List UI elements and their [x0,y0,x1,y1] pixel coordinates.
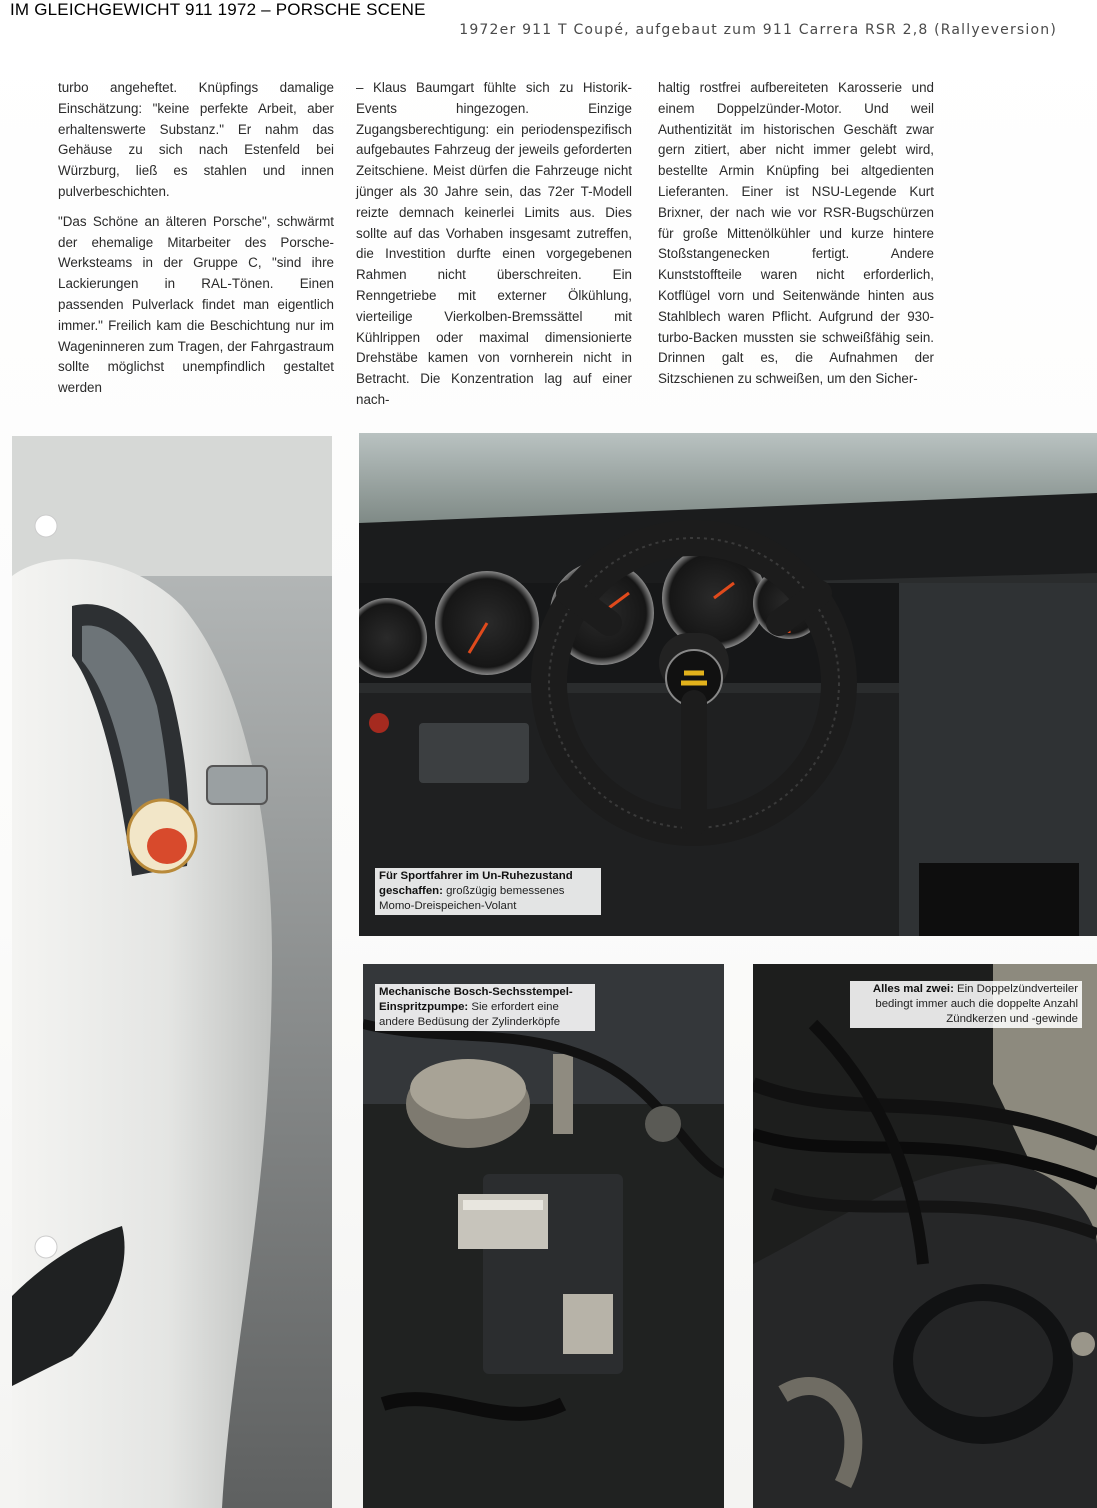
photo-porsche-side [12,436,332,1508]
article-column-2 [356,78,632,420]
photo-ignition-distributor [753,964,1097,1508]
caption-pump-text: Sie erfordert eine andere Bedüsung der Zylinderköpfe [379,1001,561,1028]
caption-injection-pump [375,984,595,1031]
article-column-1 [58,78,334,408]
caption-cockpit-bold: Für Sportfahrer im Un-Ruhezustand geschaffen: [379,870,573,897]
page-header-title: IM GLEICHGEWICHT 911 1972 – PORSCHE SCENE [10,0,426,19]
photo-injection-pump [363,964,724,1508]
photo-cockpit-steering-wheel [359,433,1097,936]
article-paragraph: "Das Schöne an älteren Porsche", schwärmt der ehemalige Mitarbeiter des Porsche-Werksteams in der Gruppe C, "sind ihre Lackierungen in RAL-Tönen. Einen passenden Pulverlack findet man eigentlich immer." Freilich kam die Beschichtung nur im Wageninneren zum Tragen, der Fahrgastraum sollte möglichst unempfindlich gestaltet werden [58,213,334,396]
article-paragraph: – Klaus Baumgart fühlte sich zu Historik-Events hingezogen. Einzige Zugangsberechtigung: ein periodenspezifisch aufgebautes Fahrzeug der jeweils geforderten Zeitschiene. Meist dürfen die Fahrzeuge nicht jünger als 30 Jahre sein, das 72er T-Modell reizte demnach keinerlei Limits aus. Dies sollte auf das Vorhaben insgesamt zutreffen, die Investition durfte einen vorgegebenen Rahmen nicht überschreiten. Ein Renngetriebe mit externer Ölkühlung, vierteilige Vierkolben-Bremssättel mit Kühlrippen oder maximal dimensionierte Drehstäbe kamen von vornherein nicht in Betracht. Die Konzentration lag auf einer nach- [356,80,632,407]
article-column-3 [658,78,934,399]
caption-cockpit [375,868,601,915]
caption-ignition [850,981,1082,1028]
article-paragraph: turbo angeheftet. Knüpfings damalige Einschätzung: "keine perfekte Arbeit, aber erhaltenswerte Substanz." Er nahm das Gehäuse zu sich nach Estenfeld bei Würzburg, ließ es stahlen und innen pulverbeschichten. [58,80,334,199]
caption-ignition-text: Ein Doppelzündverteiler bedingt immer auch die doppelte Anzahl Zündkerzen und -gewinde [875,983,1078,1025]
caption-ignition-bold: Alles mal zwei: [872,983,954,995]
page-header-subtitle: 1972er 911 T Coupé, aufgebaut zum 911 Carrera RSR 2,8 (Rallyeversion) [459,22,1057,38]
article-paragraph: haltig rostfrei aufbereiteten Karosserie und einem Doppelzünder-Motor. Und weil Authentizität im historischen Geschäft zwar gern zitiert, aber nicht immer gelebt wird, bestellte Armin Knüpfing bei altgedienten Lieferanten. Einer ist NSU-Legende Kurt Brixner, der nach wie vor RSR-Bugschürzen für große Mittenölkühler und kurze hintere Stoßstangenecken fertigt. Andere Kunststoffteile waren nicht erforderlich, Kotflügel vorn und Seitenwände hinten aus Stahlblech waren Pflicht. Aufgrund der 930-turbo-Backen mussten sie schweißfähig sein. Drinnen galt es, die Aufnahmen der Sitzschienen zu schweißen, um den Sicher- [658,80,934,387]
caption-cockpit-text: großzügig bemessenes Momo-Dreispeichen-Volant [379,885,565,912]
caption-pump-bold: Mechanische Bosch-Sechsstempel-Einspritzpumpe: [379,986,573,1013]
